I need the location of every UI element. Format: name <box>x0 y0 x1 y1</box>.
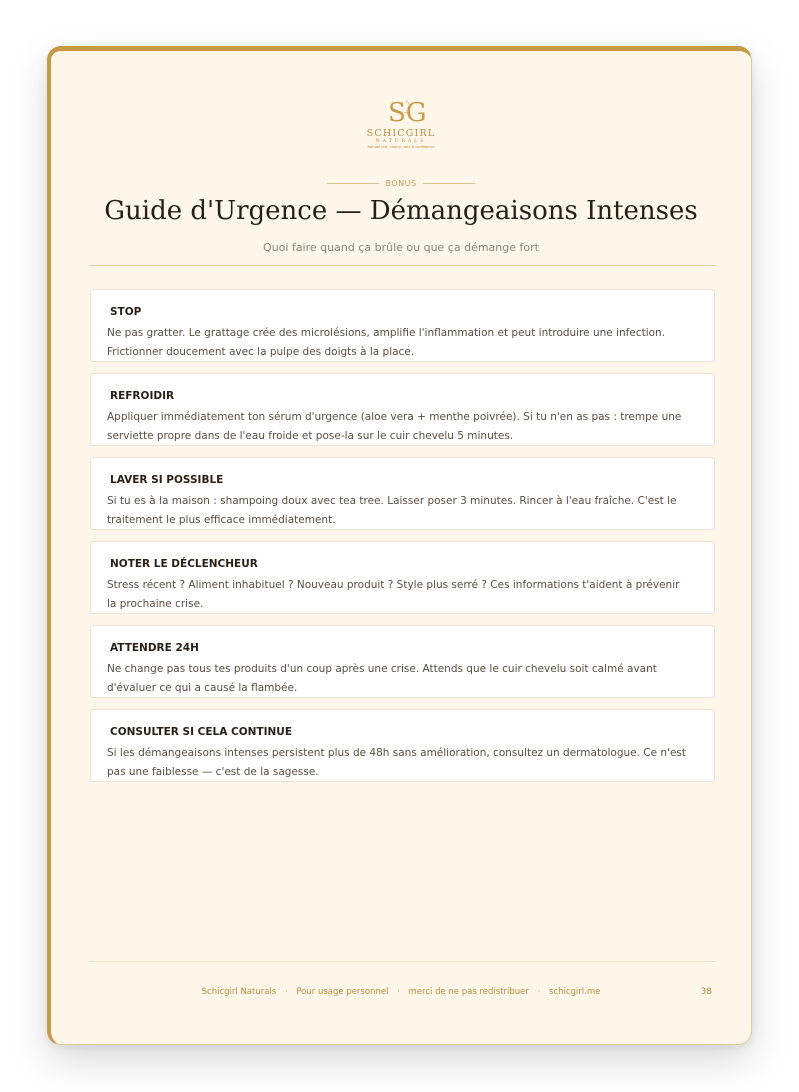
monogram-text: SG <box>388 98 427 128</box>
step-text: Si tu es à la maison : shampoing doux avec tea tree. Laisser poser 3 minutes. Rincer à l'eau fraîche. C'est le traitement le plus efficace immédiatement. <box>107 495 677 526</box>
step-title: ATTENDRE 24H <box>110 642 199 654</box>
step-title: REFROIDIR <box>110 390 175 402</box>
footer-site-link[interactable]: schicgirl.me <box>549 987 601 997</box>
header-divider <box>89 265 716 266</box>
step-title: LAVER SI POSSIBLE <box>110 474 224 486</box>
document-page <box>47 46 752 1045</box>
footer-separator: · <box>284 987 288 997</box>
footer <box>51 987 751 997</box>
step-text: Appliquer immédiatement ton sérum d'urgence (aloe vera + menthe poivrée). Si tu n'en as pas : trempe une serviette propre dans de l'eau froide et pose-la sur le cuir chevelu 5 minutes. <box>107 411 682 442</box>
step-text: Ne change pas tous tes produits d'un coup après une crise. Attends que le cuir chevelu soit calmé avant d'évaluer ce qui a causé la flambée. <box>107 663 657 694</box>
footer-usage: Pour usage personnel <box>296 987 389 997</box>
step-text: Ne pas gratter. Le grattage crée des microlésions, amplifie l'inflammation et peut introduire une infection. Frictionner doucement avec la pulpe des doigts à la place. <box>107 327 666 358</box>
step-card-consulter <box>90 709 715 782</box>
footer-notice: merci de ne pas redistribuer <box>408 987 529 997</box>
divider-left <box>327 183 379 184</box>
step-card-refroidir <box>90 373 715 446</box>
step-card-stop <box>90 289 715 362</box>
divider-right <box>423 183 475 184</box>
page-number: 38 <box>700 987 712 997</box>
step-text: Stress récent ? Aliment inhabituel ? Nouveau produit ? Style plus serré ? Ces informations t'aident à prévenir la prochaine crise. <box>107 579 680 610</box>
step-card-noter <box>90 541 715 614</box>
page-subtitle: Quoi faire quand ça brûle ou que ça démange fort <box>263 241 539 254</box>
bonus-label: BONUS <box>385 179 417 188</box>
step-card-attendre <box>90 625 715 698</box>
bonus-row <box>51 179 751 188</box>
footer-separator: · <box>537 987 541 997</box>
brand-logo <box>51 95 751 149</box>
footer-separator: · <box>397 987 400 997</box>
page-title: Guide d'Urgence — Démangeaisons Intenses <box>104 196 698 226</box>
footer-brand: Schicgirl Naturals <box>201 987 277 997</box>
step-title: NOTER LE DÉCLENCHEUR <box>110 558 258 570</box>
brand-name: SCHICGIRL <box>366 128 436 139</box>
step-title: STOP <box>110 306 142 318</box>
brand-tagline: Naturel but · murry, soin & confidence <box>367 145 435 149</box>
sg-monogram-icon <box>384 95 427 129</box>
step-card-laver <box>90 457 715 530</box>
brand-sub: NATURALS <box>375 139 427 144</box>
step-text: Si les démangeaisons intenses persistent plus de 48h sans amélioration, consultez un dermatologue. Ce n'est pas une faiblesse — c'est de la sagesse. <box>107 747 687 778</box>
footer-divider <box>89 961 716 962</box>
step-title: CONSULTER SI CELA CONTINUE <box>110 726 292 738</box>
